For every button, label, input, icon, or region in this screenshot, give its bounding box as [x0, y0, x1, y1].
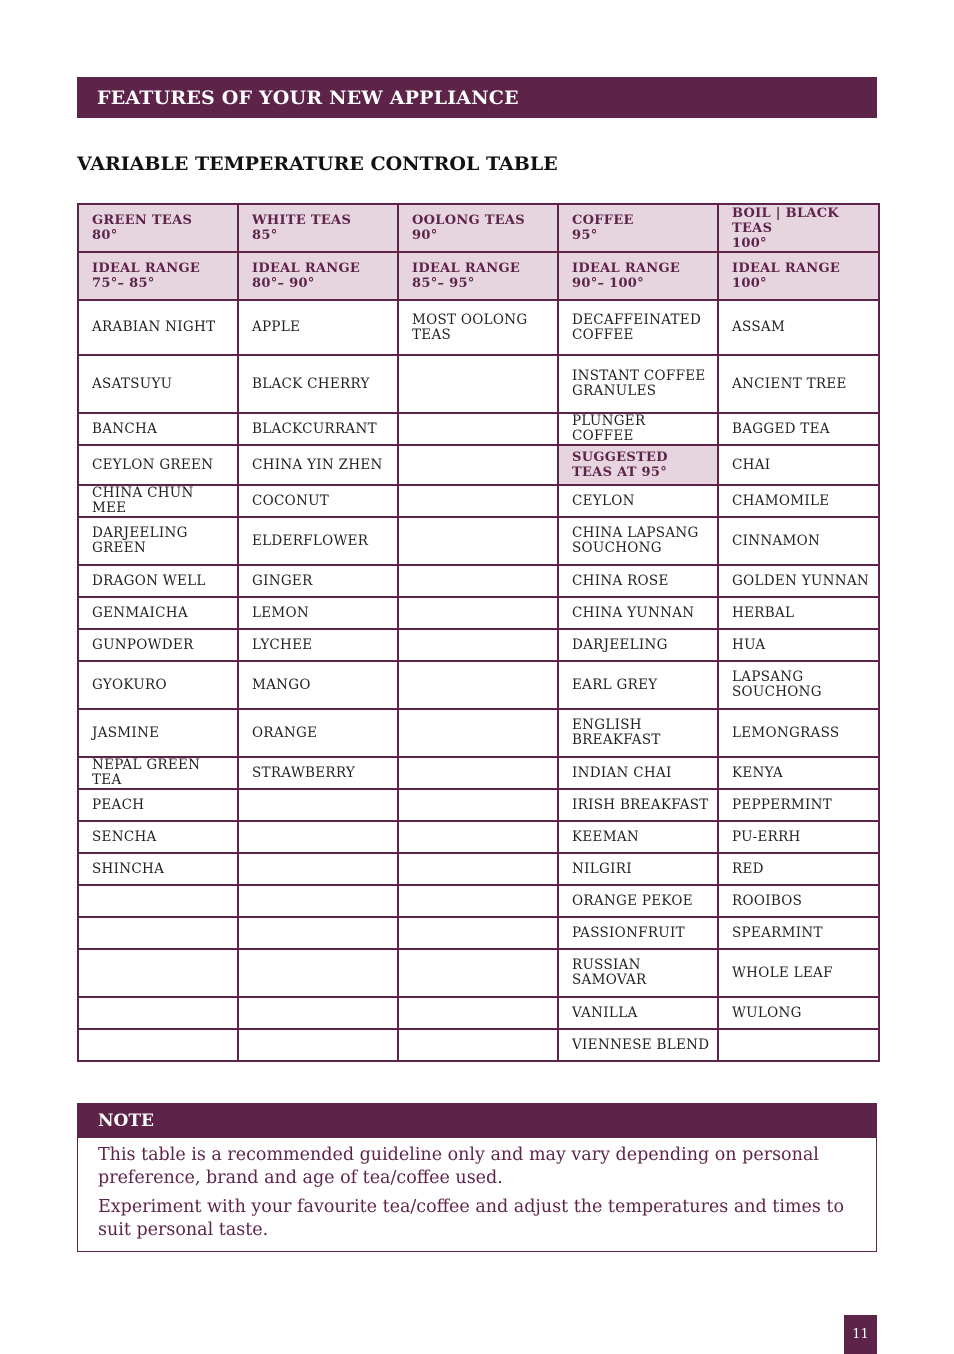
- table-row: [78, 709, 879, 757]
- header-row-temperature: [78, 204, 879, 252]
- table-cell: [398, 917, 558, 949]
- table-cell: [398, 661, 558, 709]
- table-cell: PU-ERRH: [718, 821, 879, 853]
- table-cell: [398, 709, 558, 757]
- table-cell: [398, 757, 558, 789]
- table-row: [78, 661, 879, 709]
- column-header-oolong-teas: OOLONG TEAS 90°: [398, 204, 558, 252]
- table-cell: [398, 413, 558, 445]
- table-cell: INSTANT COFFEE GRANULES: [558, 355, 718, 413]
- table-cell: LEMONGRASS: [718, 709, 879, 757]
- table-cell: [398, 997, 558, 1029]
- table-cell: GENMAICHA: [78, 597, 238, 629]
- table-cell: CHINA LAPSANG SOUCHONG: [558, 517, 718, 565]
- note-paragraph: Experiment with your favourite tea/coffee and adjust the temperatures and times to suit personal taste.: [98, 1197, 844, 1240]
- table-row: [78, 1029, 879, 1061]
- table-cell: DECAFFEINATED COFFEE: [558, 300, 718, 355]
- ideal-range-green-teas: IDEAL RANGE 75°– 85°: [78, 252, 238, 300]
- table-cell: SENCHA: [78, 821, 238, 853]
- table-cell: [238, 949, 398, 997]
- table-cell: PEACH: [78, 789, 238, 821]
- column-header-green-teas: GREEN TEAS 80°: [78, 204, 238, 252]
- table-row: [78, 997, 879, 1029]
- table-cell: [398, 949, 558, 997]
- table-row: [78, 300, 879, 355]
- table-row: [78, 565, 879, 597]
- table-cell: [398, 821, 558, 853]
- table-cell: WHOLE LEAF: [718, 949, 879, 997]
- table-cell: [78, 949, 238, 997]
- table-cell: WULONG: [718, 997, 879, 1029]
- table-cell: ELDERFLOWER: [238, 517, 398, 565]
- table-cell: [398, 597, 558, 629]
- table-cell: CHINA YUNNAN: [558, 597, 718, 629]
- table-cell: DARJEELING GREEN: [78, 517, 238, 565]
- table-cell: [398, 629, 558, 661]
- column-header-black-teas: BOIL | BLACK TEAS 100°: [718, 204, 879, 252]
- table-cell: BANCHA: [78, 413, 238, 445]
- table-cell: PLUNGER COFFEE: [558, 413, 718, 445]
- table-cell: KENYA: [718, 757, 879, 789]
- note-paragraph: This table is a recommended guideline only and may vary depending on personal preference, brand and age of tea/coffee used.: [98, 1145, 819, 1188]
- table-cell: BAGGED TEA: [718, 413, 879, 445]
- table-cell: ORANGE: [238, 709, 398, 757]
- page-number: 11: [844, 1315, 877, 1354]
- table-title: VARIABLE TEMPERATURE CONTROL TABLE: [77, 153, 558, 175]
- table-cell: [398, 485, 558, 517]
- table-cell: [398, 885, 558, 917]
- table-cell: INDIAN CHAI: [558, 757, 718, 789]
- table-row: [78, 853, 879, 885]
- table-cell: IRISH BREAKFAST: [558, 789, 718, 821]
- table-row: [78, 757, 879, 789]
- table-row: [78, 413, 879, 445]
- table-cell: [398, 355, 558, 413]
- table-row: [78, 485, 879, 517]
- table-cell: LAPSANG SOUCHONG: [718, 661, 879, 709]
- table-cell: RED: [718, 853, 879, 885]
- table-cell: LYCHEE: [238, 629, 398, 661]
- table-cell: RUSSIAN SAMOVAR: [558, 949, 718, 997]
- table-row: [78, 597, 879, 629]
- ideal-range-coffee: IDEAL RANGE 90°– 100°: [558, 252, 718, 300]
- table-cell: BLACK CHERRY: [238, 355, 398, 413]
- table-row: [78, 917, 879, 949]
- table-cell: GINGER: [238, 565, 398, 597]
- table-cell: STRAWBERRY: [238, 757, 398, 789]
- section-title: FEATURES OF YOUR NEW APPLIANCE: [97, 86, 519, 109]
- table-cell: ROOIBOS: [718, 885, 879, 917]
- table-cell: [238, 853, 398, 885]
- table-cell: CEYLON GREEN: [78, 445, 238, 485]
- table-cell: SPEARMINT: [718, 917, 879, 949]
- table-cell: DRAGON WELL: [78, 565, 238, 597]
- table-cell: KEEMAN: [558, 821, 718, 853]
- table-cell: EARL GREY: [558, 661, 718, 709]
- table-cell: NILGIRI: [558, 853, 718, 885]
- table-row: [78, 629, 879, 661]
- table-cell: GOLDEN YUNNAN: [718, 565, 879, 597]
- table-row: [78, 789, 879, 821]
- table-cell: CHINA YIN ZHEN: [238, 445, 398, 485]
- table-cell: [78, 885, 238, 917]
- table-row: [78, 355, 879, 413]
- ideal-range-oolong-teas: IDEAL RANGE 85°– 95°: [398, 252, 558, 300]
- table-cell: VIENNESE BLEND: [558, 1029, 718, 1061]
- table-cell: ASSAM: [718, 300, 879, 355]
- table-cell: COCONUT: [238, 485, 398, 517]
- table-cell: BLACKCURRANT: [238, 413, 398, 445]
- table-cell: HERBAL: [718, 597, 879, 629]
- table-cell: [238, 885, 398, 917]
- table-cell: [398, 1029, 558, 1061]
- table-cell: SHINCHA: [78, 853, 238, 885]
- table-cell: LEMON: [238, 597, 398, 629]
- table-cell: [238, 821, 398, 853]
- table-cell: APPLE: [238, 300, 398, 355]
- table-cell: PASSIONFRUIT: [558, 917, 718, 949]
- table-row: [78, 517, 879, 565]
- table-row: [78, 445, 879, 485]
- table-cell: CHINA CHUN MEE: [78, 485, 238, 517]
- column-header-white-teas: WHITE TEAS 85°: [238, 204, 398, 252]
- table-cell: [78, 1029, 238, 1061]
- table-cell: CHAMOMILE: [718, 485, 879, 517]
- table-cell: [718, 1029, 879, 1061]
- table-cell: [398, 445, 558, 485]
- table-cell: ASATSUYU: [78, 355, 238, 413]
- note-title: NOTE: [78, 1103, 876, 1138]
- table-cell: [398, 565, 558, 597]
- table-cell: [398, 789, 558, 821]
- table-cell: CINNAMON: [718, 517, 879, 565]
- temperature-table: [77, 203, 880, 1062]
- table-cell: GYOKURO: [78, 661, 238, 709]
- table-cell: [398, 517, 558, 565]
- table-cell: [238, 1029, 398, 1061]
- table-cell: GUNPOWDER: [78, 629, 238, 661]
- table-cell: VANILLA: [558, 997, 718, 1029]
- table-cell: ORANGE PEKOE: [558, 885, 718, 917]
- table-row: [78, 949, 879, 997]
- table-row: [78, 885, 879, 917]
- table-cell: MOST OOLONG TEAS: [398, 300, 558, 355]
- note-box: [77, 1103, 877, 1252]
- table-cell: [238, 997, 398, 1029]
- table-row: [78, 821, 879, 853]
- table-cell: [238, 917, 398, 949]
- table-cell: ENGLISH BREAKFAST: [558, 709, 718, 757]
- table-cell: NEPAL GREEN TEA: [78, 757, 238, 789]
- table-cell: HUA: [718, 629, 879, 661]
- table-cell: JASMINE: [78, 709, 238, 757]
- temperature-table-body: [78, 204, 879, 1061]
- table-cell: CHAI: [718, 445, 879, 485]
- table-cell: MANGO: [238, 661, 398, 709]
- table-cell: CEYLON: [558, 485, 718, 517]
- table-cell: [78, 917, 238, 949]
- ideal-range-white-teas: IDEAL RANGE 80°– 90°: [238, 252, 398, 300]
- section-header-banner: [77, 77, 877, 118]
- table-cell: PEPPERMINT: [718, 789, 879, 821]
- table-cell: ARABIAN NIGHT: [78, 300, 238, 355]
- header-row-ideal-range: [78, 252, 879, 300]
- table-cell: ANCIENT TREE: [718, 355, 879, 413]
- table-cell: [78, 997, 238, 1029]
- table-cell: CHINA ROSE: [558, 565, 718, 597]
- table-cell: [238, 789, 398, 821]
- table-cell: SUGGESTED TEAS AT 95°: [558, 445, 718, 485]
- table-cell: DARJEELING: [558, 629, 718, 661]
- column-header-coffee: COFFEE 95°: [558, 204, 718, 252]
- table-cell: [398, 853, 558, 885]
- ideal-range-black-teas: IDEAL RANGE 100°: [718, 252, 879, 300]
